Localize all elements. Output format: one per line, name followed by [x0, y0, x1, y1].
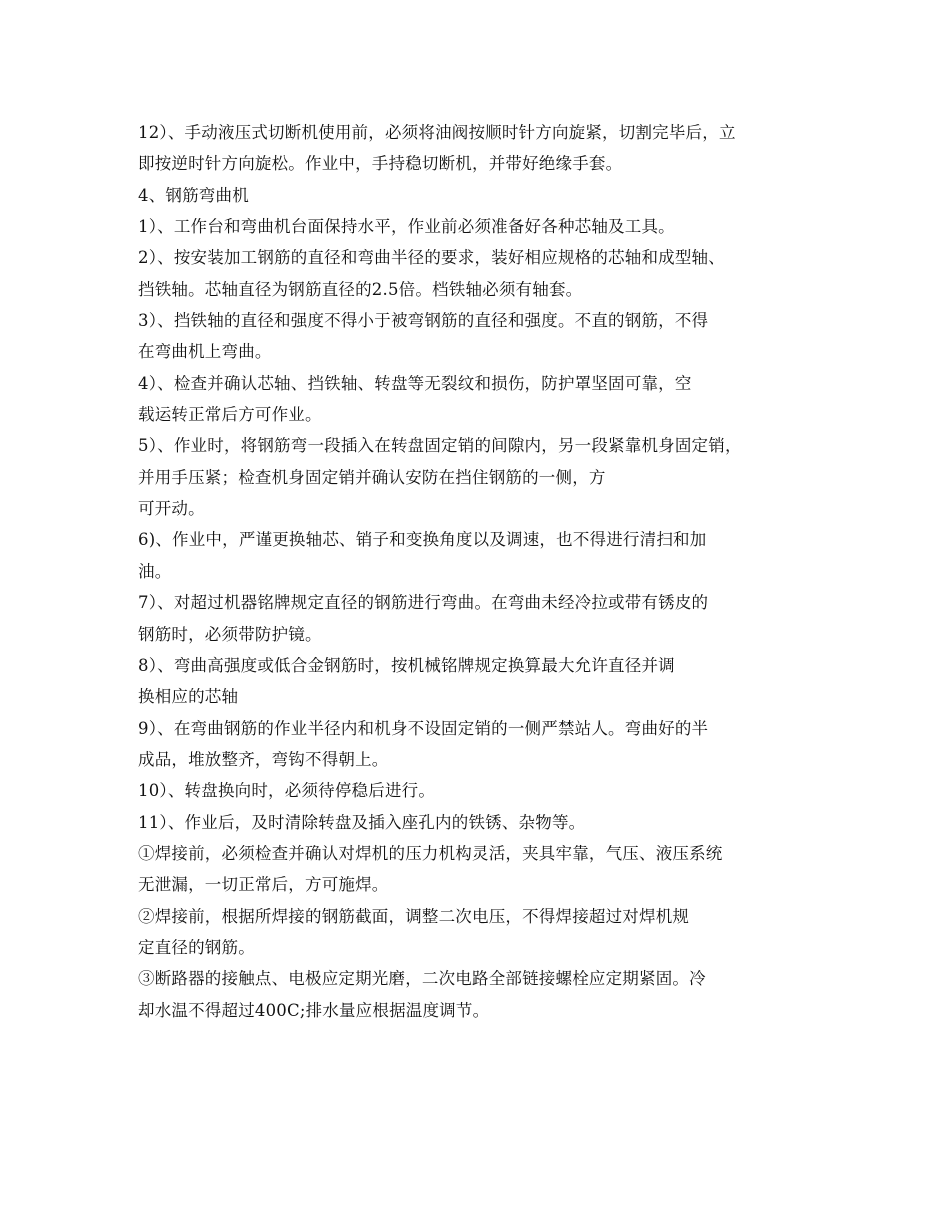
text-line: 油。: [138, 561, 172, 581]
text-line: 10）、转盘换向时，必须待停稳后进行。: [138, 781, 436, 801]
text-line: 换相应的芯轴: [138, 687, 239, 707]
text-line: 4）、检查并确认芯轴、挡铁轴、转盘等无裂纹和损伤，防护罩坚固可靠，空: [138, 373, 692, 393]
text-line: 挡铁轴。芯轴直径为钢筋直径的2.5倍。档铁轴必须有轴套。: [138, 279, 583, 299]
text-line: 载运转正常后方可作业。: [138, 405, 322, 425]
text-line: 3）、挡铁轴的直径和强度不得小于被弯钢筋的直径和强度。不直的钢筋，不得: [138, 311, 709, 331]
text-line: 12）、手动液压式切断机使用前，必须将油阀按顺时针方向旋紧，切割完毕后，立: [138, 123, 736, 142]
text-line: 钢筋时，必须带防护镜。: [138, 624, 322, 644]
text-line: 5）、作业时，将钢筋弯一段插入在转盘固定销的间隙内，另一段紧靠机身固定销，: [138, 436, 742, 456]
text-line: ②焊接前，根据所焊接的钢筋截面，调整二次电压，不得焊接超过对焊机规: [138, 906, 690, 926]
text-line: 2）、按安装加工钢筋的直径和弯曲半径的要求，装好相应规格的芯轴和成型轴、: [138, 248, 725, 268]
document-body: [138, 117, 838, 1026]
text-line: 却水温不得超过400C;排水量应根据温度调节。: [138, 1000, 490, 1020]
text-line: 可开动。: [138, 499, 205, 519]
text-line: 8）、弯曲高强度或低合金钢筋时，按机械铭牌规定换算最大允许直径并调: [138, 655, 675, 675]
text-line: 定直径的钢筋。: [138, 937, 255, 957]
text-line: 1）、工作台和弯曲机台面保持水平，作业前必须准备好各种芯轴及工具。: [138, 217, 675, 237]
text-line: 并用手压紧；检查机身固定销并确认安防在挡住钢筋的一侧，方: [138, 467, 606, 487]
text-line: 即按逆时针方向旋松。作业中，手持稳切断机，并带好绝缘手套。: [138, 154, 623, 174]
text-line: 在弯曲机上弯曲。: [138, 342, 272, 362]
text-line: 成品，堆放整齐，弯钩不得朝上。: [138, 749, 389, 769]
text-line: 7）、对超过机器铭牌规定直径的钢筋进行弯曲。在弯曲未经冷拉或带有锈皮的: [138, 593, 709, 613]
text-line: ①焊接前，必须检查并确认对焊机的压力机构灵活，夹具牢靠，气压、液压系统: [138, 843, 723, 863]
section-heading: 4、钢筋弯曲机: [138, 185, 249, 205]
text-line: 9）、在弯曲钢筋的作业半径内和机身不设固定销的一侧严禁站人。弯曲好的半: [138, 718, 709, 738]
text-line: 无泄漏，一切正常后，方可施焊。: [138, 875, 389, 895]
text-line: 6)、作业中，严谨更换轴芯、销子和变换角度以及调速，也不得进行清扫和加: [138, 530, 707, 550]
text-line: 11）、作业后，及时清除转盘及插入座孔内的铁锈、杂物等。: [138, 812, 586, 832]
text-line: ③断路器的接触点、电极应定期光磨，二次电路全部链接螺栓应定期紧固。冷: [138, 969, 706, 989]
